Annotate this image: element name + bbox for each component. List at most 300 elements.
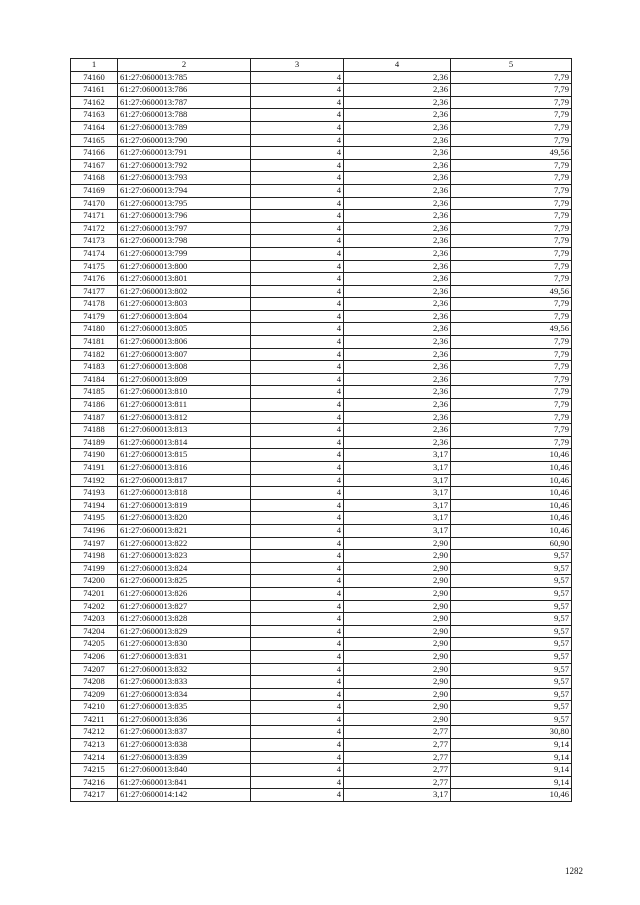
table-row (71, 613, 572, 626)
column-4-cell: 3,17 (344, 524, 451, 537)
row-number-cell: 74197 (71, 537, 118, 550)
column-5-cell: 9,57 (451, 676, 572, 689)
row-number-cell: 74183 (71, 361, 118, 374)
column-3-cell: 4 (251, 210, 344, 223)
column-4-cell: 3,17 (344, 487, 451, 500)
cadastral-number-cell: 61:27:0600013:815 (118, 449, 251, 462)
column-3-cell: 4 (251, 776, 344, 789)
column-3-cell: 4 (251, 298, 344, 311)
table-row (71, 184, 572, 197)
column-4-cell: 2,36 (344, 399, 451, 412)
column-4-cell: 2,36 (344, 71, 451, 84)
cadastral-number-cell: 61:27:0600013:835 (118, 701, 251, 714)
column-5-cell: 7,79 (451, 436, 572, 449)
table-row (71, 676, 572, 689)
table-row (71, 739, 572, 752)
row-number-cell: 74196 (71, 524, 118, 537)
column-5-cell: 7,79 (451, 411, 572, 424)
column-3-cell: 4 (251, 273, 344, 286)
column-4-cell: 2,36 (344, 159, 451, 172)
column-4-cell: 2,36 (344, 285, 451, 298)
cadastral-number-cell: 61:27:0600013:840 (118, 764, 251, 777)
column-3-cell: 4 (251, 726, 344, 739)
column-3-cell: 4 (251, 436, 344, 449)
column-4-cell: 2,90 (344, 537, 451, 550)
column-4-cell: 2,90 (344, 701, 451, 714)
row-number-cell: 74168 (71, 172, 118, 185)
column-4-cell: 2,36 (344, 134, 451, 147)
row-number-cell: 74175 (71, 260, 118, 273)
row-number-cell: 74161 (71, 84, 118, 97)
column-4-cell: 2,36 (344, 424, 451, 437)
column-4-cell: 2,36 (344, 96, 451, 109)
column-4-cell: 2,36 (344, 197, 451, 210)
cadastral-number-cell: 61:27:0600013:812 (118, 411, 251, 424)
column-3-cell: 4 (251, 462, 344, 475)
column-3-cell: 4 (251, 222, 344, 235)
table-row (71, 600, 572, 613)
row-number-cell: 74187 (71, 411, 118, 424)
table-body (71, 71, 572, 801)
row-number-cell: 74193 (71, 487, 118, 500)
column-3-cell: 4 (251, 663, 344, 676)
row-number-cell: 74176 (71, 273, 118, 286)
row-number-cell: 74173 (71, 235, 118, 248)
column-3-cell: 4 (251, 159, 344, 172)
column-3-cell: 4 (251, 600, 344, 613)
column-3-cell: 4 (251, 121, 344, 134)
column-3-cell: 4 (251, 739, 344, 752)
column-3-cell: 4 (251, 613, 344, 626)
column-3-cell: 4 (251, 764, 344, 777)
column-4-cell: 2,36 (344, 436, 451, 449)
row-number-cell: 74207 (71, 663, 118, 676)
row-number-cell: 74172 (71, 222, 118, 235)
column-5-cell: 10,46 (451, 449, 572, 462)
column-5-cell: 49,56 (451, 323, 572, 336)
column-5-cell: 7,79 (451, 159, 572, 172)
table-row (71, 550, 572, 563)
column-5-cell: 9,57 (451, 713, 572, 726)
column-header-2: 2 (118, 59, 251, 72)
row-number-cell: 74182 (71, 348, 118, 361)
column-4-cell: 3,17 (344, 474, 451, 487)
column-5-cell: 10,46 (451, 462, 572, 475)
cadastral-number-cell: 61:27:0600013:801 (118, 273, 251, 286)
row-number-cell: 74174 (71, 247, 118, 260)
cadastral-number-cell: 61:27:0600013:794 (118, 184, 251, 197)
cadastral-number-cell: 61:27:0600013:810 (118, 386, 251, 399)
table-row (71, 96, 572, 109)
table-row (71, 399, 572, 412)
column-5-cell: 9,57 (451, 562, 572, 575)
column-3-cell: 4 (251, 701, 344, 714)
row-number-cell: 74217 (71, 789, 118, 802)
column-3-cell: 4 (251, 524, 344, 537)
column-5-cell: 9,14 (451, 764, 572, 777)
column-3-cell: 4 (251, 650, 344, 663)
column-5-cell: 7,79 (451, 247, 572, 260)
cadastral-number-cell: 61:27:0600013:796 (118, 210, 251, 223)
column-4-cell: 2,77 (344, 764, 451, 777)
column-4-cell: 3,17 (344, 789, 451, 802)
row-number-cell: 74210 (71, 701, 118, 714)
column-3-cell: 4 (251, 323, 344, 336)
row-number-cell: 74165 (71, 134, 118, 147)
cadastral-number-cell: 61:27:0600013:804 (118, 310, 251, 323)
column-3-cell: 4 (251, 172, 344, 185)
column-4-cell: 3,17 (344, 449, 451, 462)
column-5-cell: 7,79 (451, 298, 572, 311)
column-5-cell: 10,46 (451, 474, 572, 487)
column-3-cell: 4 (251, 751, 344, 764)
column-3-cell: 4 (251, 537, 344, 550)
cadastral-number-cell: 61:27:0600013:807 (118, 348, 251, 361)
column-4-cell: 2,90 (344, 650, 451, 663)
row-number-cell: 74164 (71, 121, 118, 134)
cadastral-number-cell: 61:27:0600013:829 (118, 625, 251, 638)
table-row (71, 247, 572, 260)
column-3-cell: 4 (251, 96, 344, 109)
column-3-cell: 4 (251, 411, 344, 424)
table-row (71, 751, 572, 764)
table-row (71, 121, 572, 134)
table-row (71, 587, 572, 600)
row-number-cell: 74179 (71, 310, 118, 323)
column-5-cell: 7,79 (451, 235, 572, 248)
row-number-cell: 74190 (71, 449, 118, 462)
row-number-cell: 74177 (71, 285, 118, 298)
column-3-cell: 4 (251, 789, 344, 802)
table-row (71, 147, 572, 160)
row-number-cell: 74216 (71, 776, 118, 789)
column-5-cell: 7,79 (451, 184, 572, 197)
column-5-cell: 7,79 (451, 84, 572, 97)
row-number-cell: 74203 (71, 613, 118, 626)
column-3-cell: 4 (251, 109, 344, 122)
column-3-cell: 4 (251, 474, 344, 487)
column-5-cell: 7,79 (451, 424, 572, 437)
column-5-cell: 49,56 (451, 285, 572, 298)
cadastral-number-cell: 61:27:0600013:802 (118, 285, 251, 298)
table-row (71, 310, 572, 323)
cadastral-number-cell: 61:27:0600013:830 (118, 638, 251, 651)
row-number-cell: 74212 (71, 726, 118, 739)
row-number-cell: 74198 (71, 550, 118, 563)
row-number-cell: 74214 (71, 751, 118, 764)
cadastral-number-cell: 61:27:0600013:827 (118, 600, 251, 613)
table-row (71, 222, 572, 235)
column-5-cell: 7,79 (451, 399, 572, 412)
page-number: 1282 (565, 866, 583, 876)
row-number-cell: 74163 (71, 109, 118, 122)
column-3-cell: 4 (251, 550, 344, 563)
column-3-cell: 4 (251, 336, 344, 349)
column-4-cell: 3,17 (344, 462, 451, 475)
row-number-cell: 74201 (71, 587, 118, 600)
cadastral-number-cell: 61:27:0600013:808 (118, 361, 251, 374)
column-3-cell: 4 (251, 260, 344, 273)
cadastral-table (70, 58, 572, 802)
table-row (71, 298, 572, 311)
column-4-cell: 2,36 (344, 298, 451, 311)
column-3-cell: 4 (251, 713, 344, 726)
table-row (71, 134, 572, 147)
column-4-cell: 2,36 (344, 184, 451, 197)
table-row (71, 650, 572, 663)
column-5-cell: 7,79 (451, 121, 572, 134)
column-5-cell: 9,57 (451, 625, 572, 638)
column-5-cell: 10,46 (451, 524, 572, 537)
column-3-cell: 4 (251, 310, 344, 323)
column-5-cell: 7,79 (451, 222, 572, 235)
column-5-cell: 7,79 (451, 386, 572, 399)
column-5-cell: 9,57 (451, 613, 572, 626)
table-row (71, 764, 572, 777)
table-row (71, 713, 572, 726)
row-number-cell: 74215 (71, 764, 118, 777)
column-5-cell: 9,14 (451, 751, 572, 764)
column-5-cell: 60,90 (451, 537, 572, 550)
column-3-cell: 4 (251, 71, 344, 84)
column-3-cell: 4 (251, 184, 344, 197)
column-5-cell: 7,79 (451, 197, 572, 210)
column-3-cell: 4 (251, 562, 344, 575)
column-4-cell: 2,36 (344, 273, 451, 286)
column-4-cell: 2,90 (344, 562, 451, 575)
table-row (71, 235, 572, 248)
cadastral-number-cell: 61:27:0600013:837 (118, 726, 251, 739)
column-4-cell: 2,90 (344, 625, 451, 638)
column-4-cell: 2,36 (344, 323, 451, 336)
cadastral-number-cell: 61:27:0600013:833 (118, 676, 251, 689)
column-4-cell: 2,36 (344, 386, 451, 399)
cadastral-number-cell: 61:27:0600013:839 (118, 751, 251, 764)
column-4-cell: 2,90 (344, 713, 451, 726)
table-row (71, 524, 572, 537)
cadastral-number-cell: 61:27:0600013:826 (118, 587, 251, 600)
cadastral-number-cell: 61:27:0600013:823 (118, 550, 251, 563)
table-row (71, 688, 572, 701)
row-number-cell: 74178 (71, 298, 118, 311)
column-3-cell: 4 (251, 587, 344, 600)
table-row (71, 537, 572, 550)
column-5-cell: 7,79 (451, 336, 572, 349)
cadastral-number-cell: 61:27:0600013:838 (118, 739, 251, 752)
column-4-cell: 2,77 (344, 751, 451, 764)
cadastral-number-cell: 61:27:0600013:841 (118, 776, 251, 789)
column-4-cell: 2,90 (344, 663, 451, 676)
column-3-cell: 4 (251, 285, 344, 298)
table-row (71, 701, 572, 714)
cadastral-number-cell: 61:27:0600013:818 (118, 487, 251, 500)
table-row (71, 789, 572, 802)
row-number-cell: 74213 (71, 739, 118, 752)
column-5-cell: 10,46 (451, 789, 572, 802)
cadastral-number-cell: 61:27:0600013:813 (118, 424, 251, 437)
column-5-cell: 9,57 (451, 650, 572, 663)
column-4-cell: 2,36 (344, 310, 451, 323)
row-number-cell: 74200 (71, 575, 118, 588)
table-row (71, 726, 572, 739)
cadastral-number-cell: 61:27:0600013:836 (118, 713, 251, 726)
row-number-cell: 74160 (71, 71, 118, 84)
column-4-cell: 2,36 (344, 222, 451, 235)
column-5-cell: 7,79 (451, 109, 572, 122)
row-number-cell: 74211 (71, 713, 118, 726)
row-number-cell: 74162 (71, 96, 118, 109)
cadastral-number-cell: 61:27:0600013:786 (118, 84, 251, 97)
column-3-cell: 4 (251, 487, 344, 500)
column-5-cell: 9,57 (451, 600, 572, 613)
cadastral-number-cell: 61:27:0600013:795 (118, 197, 251, 210)
row-number-cell: 74209 (71, 688, 118, 701)
column-4-cell: 2,36 (344, 348, 451, 361)
column-3-cell: 4 (251, 147, 344, 160)
cadastral-number-cell: 61:27:0600013:788 (118, 109, 251, 122)
table-row (71, 512, 572, 525)
column-5-cell: 7,79 (451, 71, 572, 84)
column-5-cell: 7,79 (451, 96, 572, 109)
row-number-cell: 74206 (71, 650, 118, 663)
column-5-cell: 7,79 (451, 310, 572, 323)
cadastral-number-cell: 61:27:0600013:822 (118, 537, 251, 550)
column-5-cell: 7,79 (451, 172, 572, 185)
column-5-cell: 9,14 (451, 739, 572, 752)
table-row (71, 323, 572, 336)
row-number-cell: 74194 (71, 499, 118, 512)
column-3-cell: 4 (251, 373, 344, 386)
column-5-cell: 10,46 (451, 499, 572, 512)
row-number-cell: 74166 (71, 147, 118, 160)
table-row (71, 487, 572, 500)
table-row (71, 273, 572, 286)
column-4-cell: 2,90 (344, 613, 451, 626)
cadastral-number-cell: 61:27:0600013:787 (118, 96, 251, 109)
column-3-cell: 4 (251, 638, 344, 651)
column-5-cell: 9,57 (451, 688, 572, 701)
column-header-5: 5 (451, 59, 572, 72)
table-row (71, 109, 572, 122)
column-4-cell: 2,90 (344, 676, 451, 689)
column-4-cell: 2,36 (344, 361, 451, 374)
table-row (71, 348, 572, 361)
column-3-cell: 4 (251, 84, 344, 97)
column-5-cell: 9,14 (451, 776, 572, 789)
row-number-cell: 74171 (71, 210, 118, 223)
cadastral-number-cell: 61:27:0600013:819 (118, 499, 251, 512)
column-3-cell: 4 (251, 676, 344, 689)
cadastral-number-cell: 61:27:0600013:834 (118, 688, 251, 701)
cadastral-number-cell: 61:27:0600014:142 (118, 789, 251, 802)
column-4-cell: 2,77 (344, 726, 451, 739)
row-number-cell: 74199 (71, 562, 118, 575)
column-3-cell: 4 (251, 134, 344, 147)
table-row (71, 260, 572, 273)
row-number-cell: 74189 (71, 436, 118, 449)
column-5-cell: 7,79 (451, 260, 572, 273)
cadastral-number-cell: 61:27:0600013:821 (118, 524, 251, 537)
table-row (71, 499, 572, 512)
row-number-cell: 74186 (71, 399, 118, 412)
column-4-cell: 2,36 (344, 172, 451, 185)
column-3-cell: 4 (251, 575, 344, 588)
table-row (71, 436, 572, 449)
cadastral-number-cell: 61:27:0600013:792 (118, 159, 251, 172)
row-number-cell: 74184 (71, 373, 118, 386)
column-5-cell: 7,79 (451, 373, 572, 386)
column-4-cell: 2,36 (344, 147, 451, 160)
column-4-cell: 2,90 (344, 575, 451, 588)
row-number-cell: 74167 (71, 159, 118, 172)
column-4-cell: 2,90 (344, 688, 451, 701)
column-header-1: 1 (71, 59, 118, 72)
column-5-cell: 49,56 (451, 147, 572, 160)
cadastral-number-cell: 61:27:0600013:805 (118, 323, 251, 336)
column-5-cell: 9,57 (451, 587, 572, 600)
column-5-cell: 7,79 (451, 348, 572, 361)
column-4-cell: 3,17 (344, 512, 451, 525)
cadastral-number-cell: 61:27:0600013:803 (118, 298, 251, 311)
cadastral-number-cell: 61:27:0600013:790 (118, 134, 251, 147)
column-4-cell: 2,36 (344, 260, 451, 273)
column-4-cell: 2,36 (344, 210, 451, 223)
cadastral-number-cell: 61:27:0600013:811 (118, 399, 251, 412)
row-number-cell: 74185 (71, 386, 118, 399)
table-row (71, 285, 572, 298)
column-5-cell: 7,79 (451, 210, 572, 223)
table-row (71, 336, 572, 349)
table-row (71, 386, 572, 399)
column-4-cell: 2,36 (344, 121, 451, 134)
column-3-cell: 4 (251, 361, 344, 374)
table-row (71, 159, 572, 172)
table-row (71, 474, 572, 487)
column-3-cell: 4 (251, 348, 344, 361)
column-3-cell: 4 (251, 449, 344, 462)
cadastral-number-cell: 61:27:0600013:785 (118, 71, 251, 84)
column-header-4: 4 (344, 59, 451, 72)
column-5-cell: 7,79 (451, 273, 572, 286)
column-3-cell: 4 (251, 688, 344, 701)
column-4-cell: 2,90 (344, 550, 451, 563)
row-number-cell: 74180 (71, 323, 118, 336)
column-4-cell: 2,36 (344, 109, 451, 122)
column-4-cell: 2,36 (344, 235, 451, 248)
table-row (71, 84, 572, 97)
column-5-cell: 9,57 (451, 701, 572, 714)
column-4-cell: 3,17 (344, 499, 451, 512)
column-5-cell: 10,46 (451, 487, 572, 500)
cadastral-number-cell: 61:27:0600013:831 (118, 650, 251, 663)
table-row (71, 172, 572, 185)
cadastral-number-cell: 61:27:0600013:828 (118, 613, 251, 626)
column-4-cell: 2,36 (344, 247, 451, 260)
cadastral-number-cell: 61:27:0600013:797 (118, 222, 251, 235)
cadastral-number-cell: 61:27:0600013:825 (118, 575, 251, 588)
column-4-cell: 2,90 (344, 587, 451, 600)
column-4-cell: 2,36 (344, 84, 451, 97)
cadastral-number-cell: 61:27:0600013:799 (118, 247, 251, 260)
table-row (71, 424, 572, 437)
table-header-row (71, 59, 572, 72)
cadastral-number-cell: 61:27:0600013:791 (118, 147, 251, 160)
cadastral-number-cell: 61:27:0600013:806 (118, 336, 251, 349)
column-3-cell: 4 (251, 625, 344, 638)
table-row (71, 462, 572, 475)
column-3-cell: 4 (251, 197, 344, 210)
table-row (71, 411, 572, 424)
